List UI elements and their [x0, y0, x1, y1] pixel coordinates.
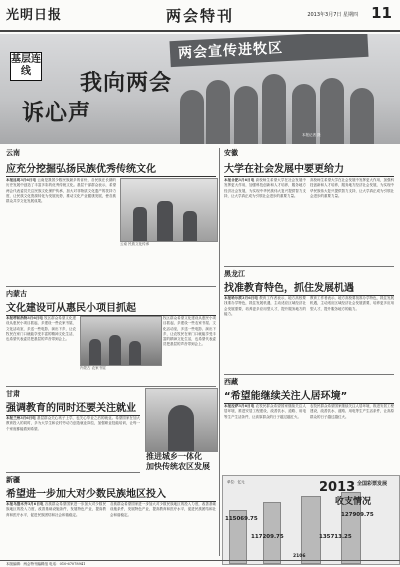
ad-figure-4: 135713.25 — [319, 534, 352, 540]
region-label-anhui: 安徽 — [224, 149, 238, 157]
gansu-lead: 本报兰州3月6日电 — [6, 416, 36, 420]
neimenggu-body-continued: 牧区群众希望文化建设从惠民小项目抓起，多建设一些农家书屋、文化活动室，多送一些电影、演出下乡，让农牧民在家门口就能享受丰富的精神文化生活，也希望代表委员把基层的声音带到会上。 — [163, 316, 216, 347]
neimenggu-title: 文化建设可从惠民小项目抓起 — [6, 299, 216, 316]
xinjiang-article — [6, 502, 106, 558]
xinjiang-article-continued — [110, 502, 216, 558]
neimenggu-article-continued — [163, 316, 216, 386]
xinjiang-body: 各族群众希望国家进一步加大对少数民族地区的投入力度，改善基础设施条件，发展特色产业，提高教育和医疗水平，促进民族团结和社会和谐稳定。 — [6, 502, 106, 517]
photo-figure — [133, 207, 147, 241]
xizang-body: 农牧民群众希望国家继续关注人居环境，推进安居工程建设，改善饮水、道路、用电等生产生活条件，让高原群众的日子越过越红火。 — [224, 404, 306, 419]
region-label-xinjiang: 新疆 — [6, 476, 20, 484]
heilongjiang-body-continued: 教育工作者表示，地方高校要找准办学特色，抓住发展机遇，主动适应区域经济社会发展需要，培养更多应用型人才，提升服务地方的能力。 — [310, 296, 394, 311]
ad-figure-3: 127909.75 — [341, 512, 374, 518]
region-label-neimenggu: 内蒙古 — [6, 290, 27, 298]
xinjiang-lead: 本报乌鲁木齐3月6日电 — [6, 502, 44, 506]
xizang-lead: 本报拉萨3月6日电 — [224, 404, 255, 408]
ad-bar-2 — [263, 502, 281, 564]
region-label-gansu: 甘肃 — [6, 390, 20, 398]
xizang-article-continued — [310, 404, 394, 472]
section-divider — [6, 286, 216, 287]
series-tag: 基层连线 — [10, 52, 42, 81]
crowd-figure — [180, 90, 204, 144]
xizang-title: “希望能继续关注人居环境” — [224, 387, 394, 404]
anhui-title: 大学在社会发展中要更给力 — [224, 160, 394, 177]
region-label-xizang: 西藏 — [224, 378, 238, 386]
neimenggu-article — [6, 316, 76, 386]
xinjiang-title: 希望进一步加大对少数民族地区投入 — [6, 485, 216, 502]
xizang-article — [224, 404, 306, 472]
section-divider — [224, 374, 394, 375]
heilongjiang-title: 找准教育特色，抓住发展机遇 — [224, 279, 394, 296]
lottery-advertisement — [222, 475, 400, 565]
section-divider — [6, 386, 216, 387]
commentary-title-line2: 加快传统农区发展 — [146, 462, 210, 471]
ad-title-line2: 收支情况 — [335, 497, 372, 507]
ad-unit-note: 单位：亿元 — [227, 480, 245, 484]
masthead — [0, 0, 400, 31]
yunnan-photo-caption: 云南 民族文化传承 — [120, 242, 150, 246]
ad-figure-5: 2106 — [293, 554, 306, 559]
photo-figure — [129, 341, 141, 365]
neimenggu-photo — [80, 316, 162, 366]
anhui-article — [224, 178, 306, 264]
heilongjiang-body: 教育工作者表示，地方高校要找准办学特色，抓住发展机遇，主动适应区域经济社会发展需要，培养更多应用型人才，提升服务地方的能力。 — [224, 296, 306, 316]
hero-photo — [0, 34, 400, 144]
yunnan-article — [6, 178, 116, 288]
anhui-lead: 本报合肥3月6日电 — [224, 178, 255, 182]
xinjiang-body-continued: 各族群众希望国家进一步加大对少数民族地区的投入力度，改善基础设施条件，发展特色产业，提高教育和医疗水平，促进民族团结和社会和谐稳定。 — [110, 502, 216, 517]
ad-title-line1: 全国彩票发展 — [357, 481, 388, 487]
xizang-body-continued: 农牧民群众希望国家继续关注人居环境，推进安居工程建设，改善饮水、道路、用电等生产生活条件，让高原群众的日子越过越红火。 — [310, 404, 394, 419]
crowd-figure — [206, 80, 230, 144]
ad-year: 2013 — [319, 480, 356, 495]
crowd-figure — [234, 86, 258, 144]
anhui-body: 高校师生希望大学在社会发展中发挥更大作用，加强科技创新和人才培养，服务地方经济社会发展，为实现中华民族伟大复兴提供智力支持，让大学真正成为引领社会进步的重要力量。 — [224, 178, 306, 198]
photo-figure — [109, 335, 121, 365]
page-footer: 本版编辑：两会特刊编辑组 电话：010-67078941 — [0, 560, 400, 567]
neimenggu-body: 牧区群众希望文化建设从惠民小项目抓起，多建设一些农家书屋、文化活动室，多送一些电影、演出下乡，让农牧民在家门口就能享受丰富的精神文化生活，也希望代表委员把基层的声音带到会上。 — [6, 316, 76, 342]
section-divider — [6, 472, 140, 473]
region-label-yunnan: 云南 — [6, 149, 20, 157]
section-divider — [224, 266, 394, 267]
photo-figure — [183, 211, 197, 241]
page-number: 11 — [371, 4, 392, 22]
gansu-title: 强调教育的同时还要关注就业 — [6, 399, 140, 416]
photo-figure — [168, 405, 194, 451]
hero-caption: 本报记者 摄 — [302, 133, 321, 137]
commentary-title — [146, 452, 218, 472]
heilongjiang-article — [224, 296, 306, 372]
heilongjiang-lead: 本报哈尔滨3月6日电 — [224, 296, 258, 300]
region-label-heilongjiang: 黑龙江 — [224, 270, 245, 278]
heilongjiang-article-continued — [310, 296, 394, 372]
neimenggu-photo-caption: 内蒙古 农家书屋 — [80, 366, 106, 370]
portrait-photo — [145, 388, 218, 452]
yunnan-photo — [120, 178, 218, 242]
headline: 我向两会 — [80, 71, 173, 96]
headline-continued: 诉心声 — [22, 101, 92, 126]
newspaper-logo: 光明日报 — [6, 8, 63, 23]
column-rule — [219, 148, 220, 556]
gansu-article — [6, 416, 140, 472]
neimenggu-lead: 本报呼和浩特3月6日电 — [6, 316, 43, 320]
ad-figure-1: 115069.75 — [225, 516, 258, 522]
hero-banner: 两会宣传进牧区 — [169, 34, 368, 67]
anhui-article-continued — [310, 178, 394, 264]
ad-figure-2: 117209.75 — [251, 534, 284, 540]
yunnan-lead: 本报昆明3月6日电 — [6, 178, 37, 182]
section-title: 两会特刊 — [165, 7, 234, 25]
photo-figure — [157, 201, 173, 241]
yunnan-title: 应充分挖掘弘扬民族优秀传统文化 — [6, 160, 216, 177]
gansu-body: 基层群众关心孩子上学，也关心毕业之后的就业。希望国家在加大教育投入的同时，多为大学生和农村劳动力创造就业岗位，加强职业技能培训，让每一个家庭都能看到希望。 — [6, 416, 140, 431]
photo-figure — [89, 339, 101, 365]
crowd-figure — [262, 74, 286, 144]
commentary-title-line1: 推进城乡一体化 — [146, 452, 202, 461]
masthead-rule — [0, 30, 400, 32]
anhui-body-continued: 高校师生希望大学在社会发展中发挥更大作用，加强科技创新和人才培养，服务地方经济社会发展，为实现中华民族伟大复兴提供智力支持，让大学真正成为引领社会进步的重要力量。 — [310, 178, 394, 198]
yunnan-body: 云南是我国少数民族最多的省份，各民族在长期的历史发展中创造了丰富多彩的优秀传统文化。基层干部群众表示，希望两会代表委员关注民族文化保护传承，加大对非物质文化遗产的扶持力度，让民族文化资源转化为发展优势，推动文化产业健康发展，使各族群众共享文化发展成果。 — [6, 178, 116, 204]
issue-date: 2013年3月7日 星期四 — [307, 12, 358, 18]
